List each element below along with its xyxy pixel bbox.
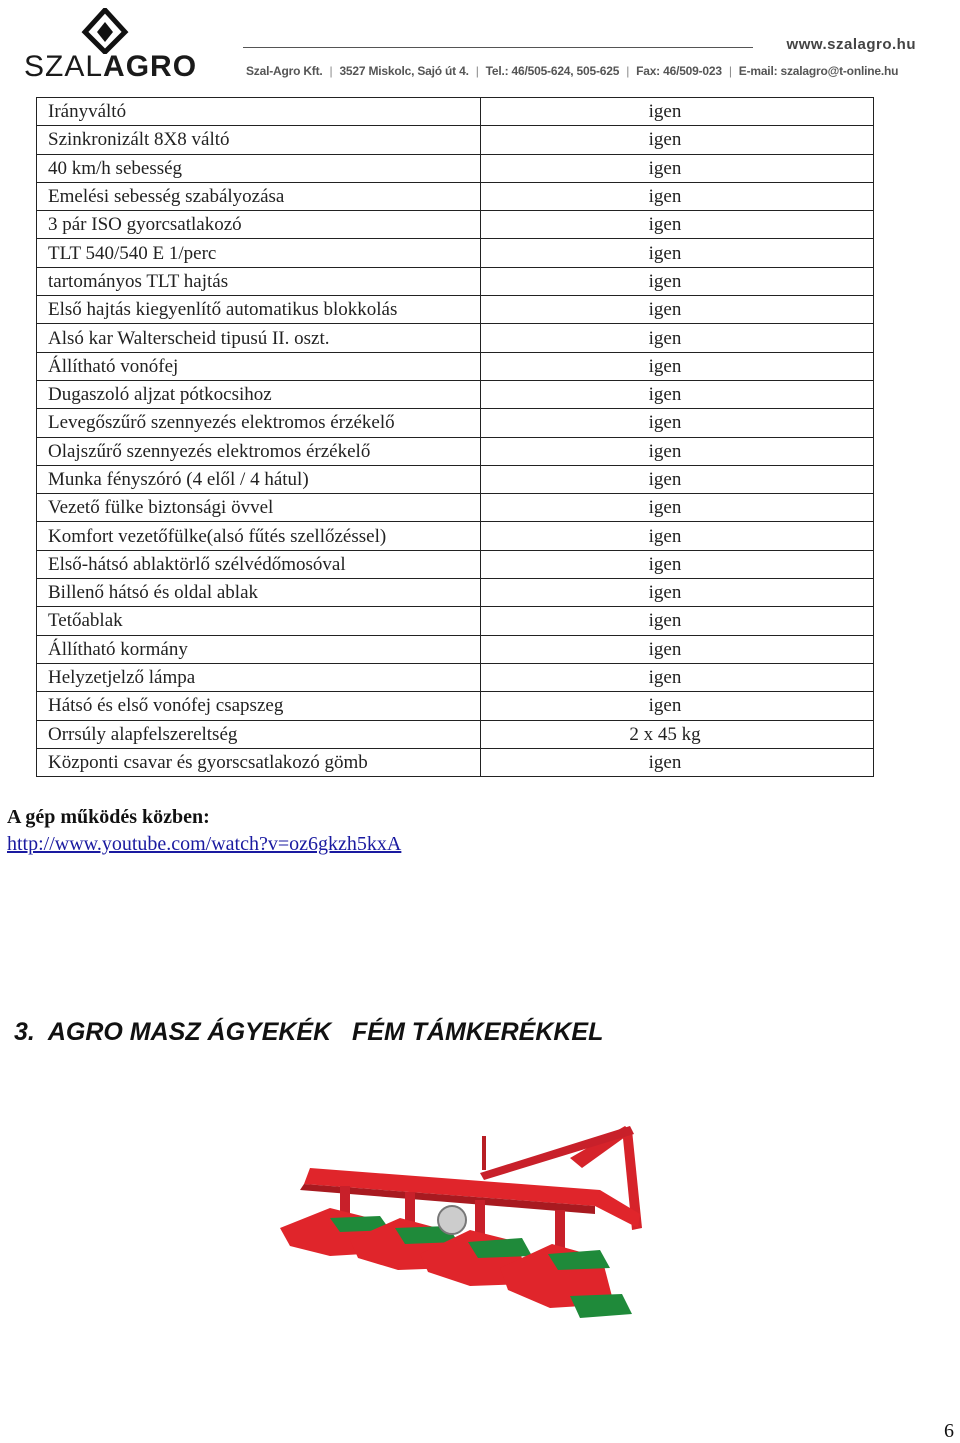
table-row xyxy=(37,182,874,210)
feature-name-cell: Állítható kormány xyxy=(37,635,481,663)
equipment-spec-table xyxy=(36,97,874,777)
table-row xyxy=(37,239,874,267)
table-row xyxy=(37,352,874,380)
table-row xyxy=(37,296,874,324)
table-row xyxy=(37,550,874,578)
feature-name-cell: Olajszűrő szennyezés elektromos érzékelő xyxy=(37,437,481,465)
header-divider xyxy=(243,47,753,48)
feature-value-cell: igen xyxy=(481,352,874,380)
feature-value-cell: igen xyxy=(481,494,874,522)
feature-value-cell: 2 x 45 kg xyxy=(481,720,874,748)
feature-value-cell: igen xyxy=(481,239,874,267)
page-number: 6 xyxy=(944,1420,954,1442)
contact-item: E-mail: szalagro@t-online.hu xyxy=(738,64,899,78)
feature-name-cell: Központi csavar és gyorscsatlakozó gömb xyxy=(37,748,481,776)
feature-name-cell: Munka fényszóró (4 elől / 4 hátul) xyxy=(37,465,481,493)
table-row xyxy=(37,663,874,691)
feature-name-cell: Billenő hátsó és oldal ablak xyxy=(37,579,481,607)
feature-value-cell: igen xyxy=(481,154,874,182)
company-logo-text xyxy=(24,52,197,82)
table-row xyxy=(37,267,874,295)
table-row xyxy=(37,748,874,776)
section-heading: 3. AGRO MASZ ÁGYEKÉK FÉM TÁMKERÉKKEL xyxy=(14,1018,604,1046)
contact-separator: | xyxy=(329,64,333,78)
video-link[interactable]: http://www.youtube.com/watch?v=oz6gkzh5kxA xyxy=(7,833,402,855)
feature-value-cell: igen xyxy=(481,522,874,550)
feature-value-cell: igen xyxy=(481,380,874,408)
feature-name-cell: 40 km/h sebesség xyxy=(37,154,481,182)
feature-value-cell: igen xyxy=(481,692,874,720)
contact-info-line xyxy=(246,64,898,78)
table-row xyxy=(37,494,874,522)
feature-name-cell: Komfort vezetőfülke(alsó fűtés szellőzéssel) xyxy=(37,522,481,550)
table-row xyxy=(37,465,874,493)
table-row xyxy=(37,211,874,239)
logo-text-light: SZAL xyxy=(24,50,104,83)
feature-name-cell: TLT 540/540 E 1/perc xyxy=(37,239,481,267)
contact-item: Tel.: 46/505-624, 505-625 xyxy=(485,64,620,78)
table-row xyxy=(37,98,874,126)
table-row xyxy=(37,437,874,465)
feature-name-cell: Helyzetjelző lámpa xyxy=(37,663,481,691)
table-row xyxy=(37,635,874,663)
table-row xyxy=(37,692,874,720)
website-label: www.szalagro.hu xyxy=(786,36,916,53)
table-row xyxy=(37,324,874,352)
feature-value-cell: igen xyxy=(481,635,874,663)
feature-name-cell: Irányváltó xyxy=(37,98,481,126)
operation-title: A gép működés közben: xyxy=(7,806,210,828)
feature-value-cell: igen xyxy=(481,465,874,493)
feature-value-cell: igen xyxy=(481,296,874,324)
feature-value-cell: igen xyxy=(481,550,874,578)
feature-value-cell: igen xyxy=(481,267,874,295)
plough-body-4 xyxy=(500,1210,632,1318)
feature-name-cell: Levegőszűrő szennyezés elektromos érzékelő xyxy=(37,409,481,437)
table-row xyxy=(37,522,874,550)
feature-name-cell: Emelési sebesség szabályozása xyxy=(37,182,481,210)
feature-name-cell: Vezető fülke biztonsági övvel xyxy=(37,494,481,522)
spec-table-body xyxy=(37,98,874,777)
feature-name-cell: Első hajtás kiegyenlítő automatikus blokkolás xyxy=(37,296,481,324)
feature-name-cell: 3 pár ISO gyorcsatlakozó xyxy=(37,211,481,239)
feature-name-cell: Alsó kar Walterscheid tipusú II. oszt. xyxy=(37,324,481,352)
feature-value-cell: igen xyxy=(481,126,874,154)
contact-separator: | xyxy=(626,64,630,78)
table-row xyxy=(37,579,874,607)
feature-value-cell: igen xyxy=(481,324,874,352)
contact-item: Szal-Agro Kft. xyxy=(246,64,323,78)
letterhead xyxy=(0,0,960,95)
feature-name-cell: Első-hátsó ablaktörlő szélvédőmosóval xyxy=(37,550,481,578)
feature-name-cell: Szinkronizált 8X8 váltó xyxy=(37,126,481,154)
plough-image xyxy=(270,1118,690,1338)
table-row xyxy=(37,154,874,182)
feature-name-cell: Dugaszoló aljzat pótkocsihoz xyxy=(37,380,481,408)
feature-value-cell: igen xyxy=(481,98,874,126)
feature-name-cell: tartományos TLT hajtás xyxy=(37,267,481,295)
contact-item: 3527 Miskolc, Sajó út 4. xyxy=(339,64,469,78)
table-row xyxy=(37,720,874,748)
feature-name-cell: Állítható vonófej xyxy=(37,352,481,380)
feature-value-cell: igen xyxy=(481,579,874,607)
table-row xyxy=(37,380,874,408)
contact-separator: | xyxy=(475,64,479,78)
logo-diamond-icon xyxy=(80,8,130,54)
table-row xyxy=(37,126,874,154)
feature-value-cell: igen xyxy=(481,607,874,635)
feature-value-cell: igen xyxy=(481,182,874,210)
feature-value-cell: igen xyxy=(481,663,874,691)
table-row xyxy=(37,607,874,635)
feature-name-cell: Tetőablak xyxy=(37,607,481,635)
feature-name-cell: Orrsúly alapfelszereltség xyxy=(37,720,481,748)
contact-separator: | xyxy=(728,64,732,78)
feature-value-cell: igen xyxy=(481,211,874,239)
feature-value-cell: igen xyxy=(481,437,874,465)
feature-name-cell: Hátsó és első vonófej csapszeg xyxy=(37,692,481,720)
feature-value-cell: igen xyxy=(481,409,874,437)
contact-item: Fax: 46/509-023 xyxy=(636,64,722,78)
logo-text-bold: AGRO xyxy=(103,50,198,83)
feature-value-cell: igen xyxy=(481,748,874,776)
table-row xyxy=(37,409,874,437)
